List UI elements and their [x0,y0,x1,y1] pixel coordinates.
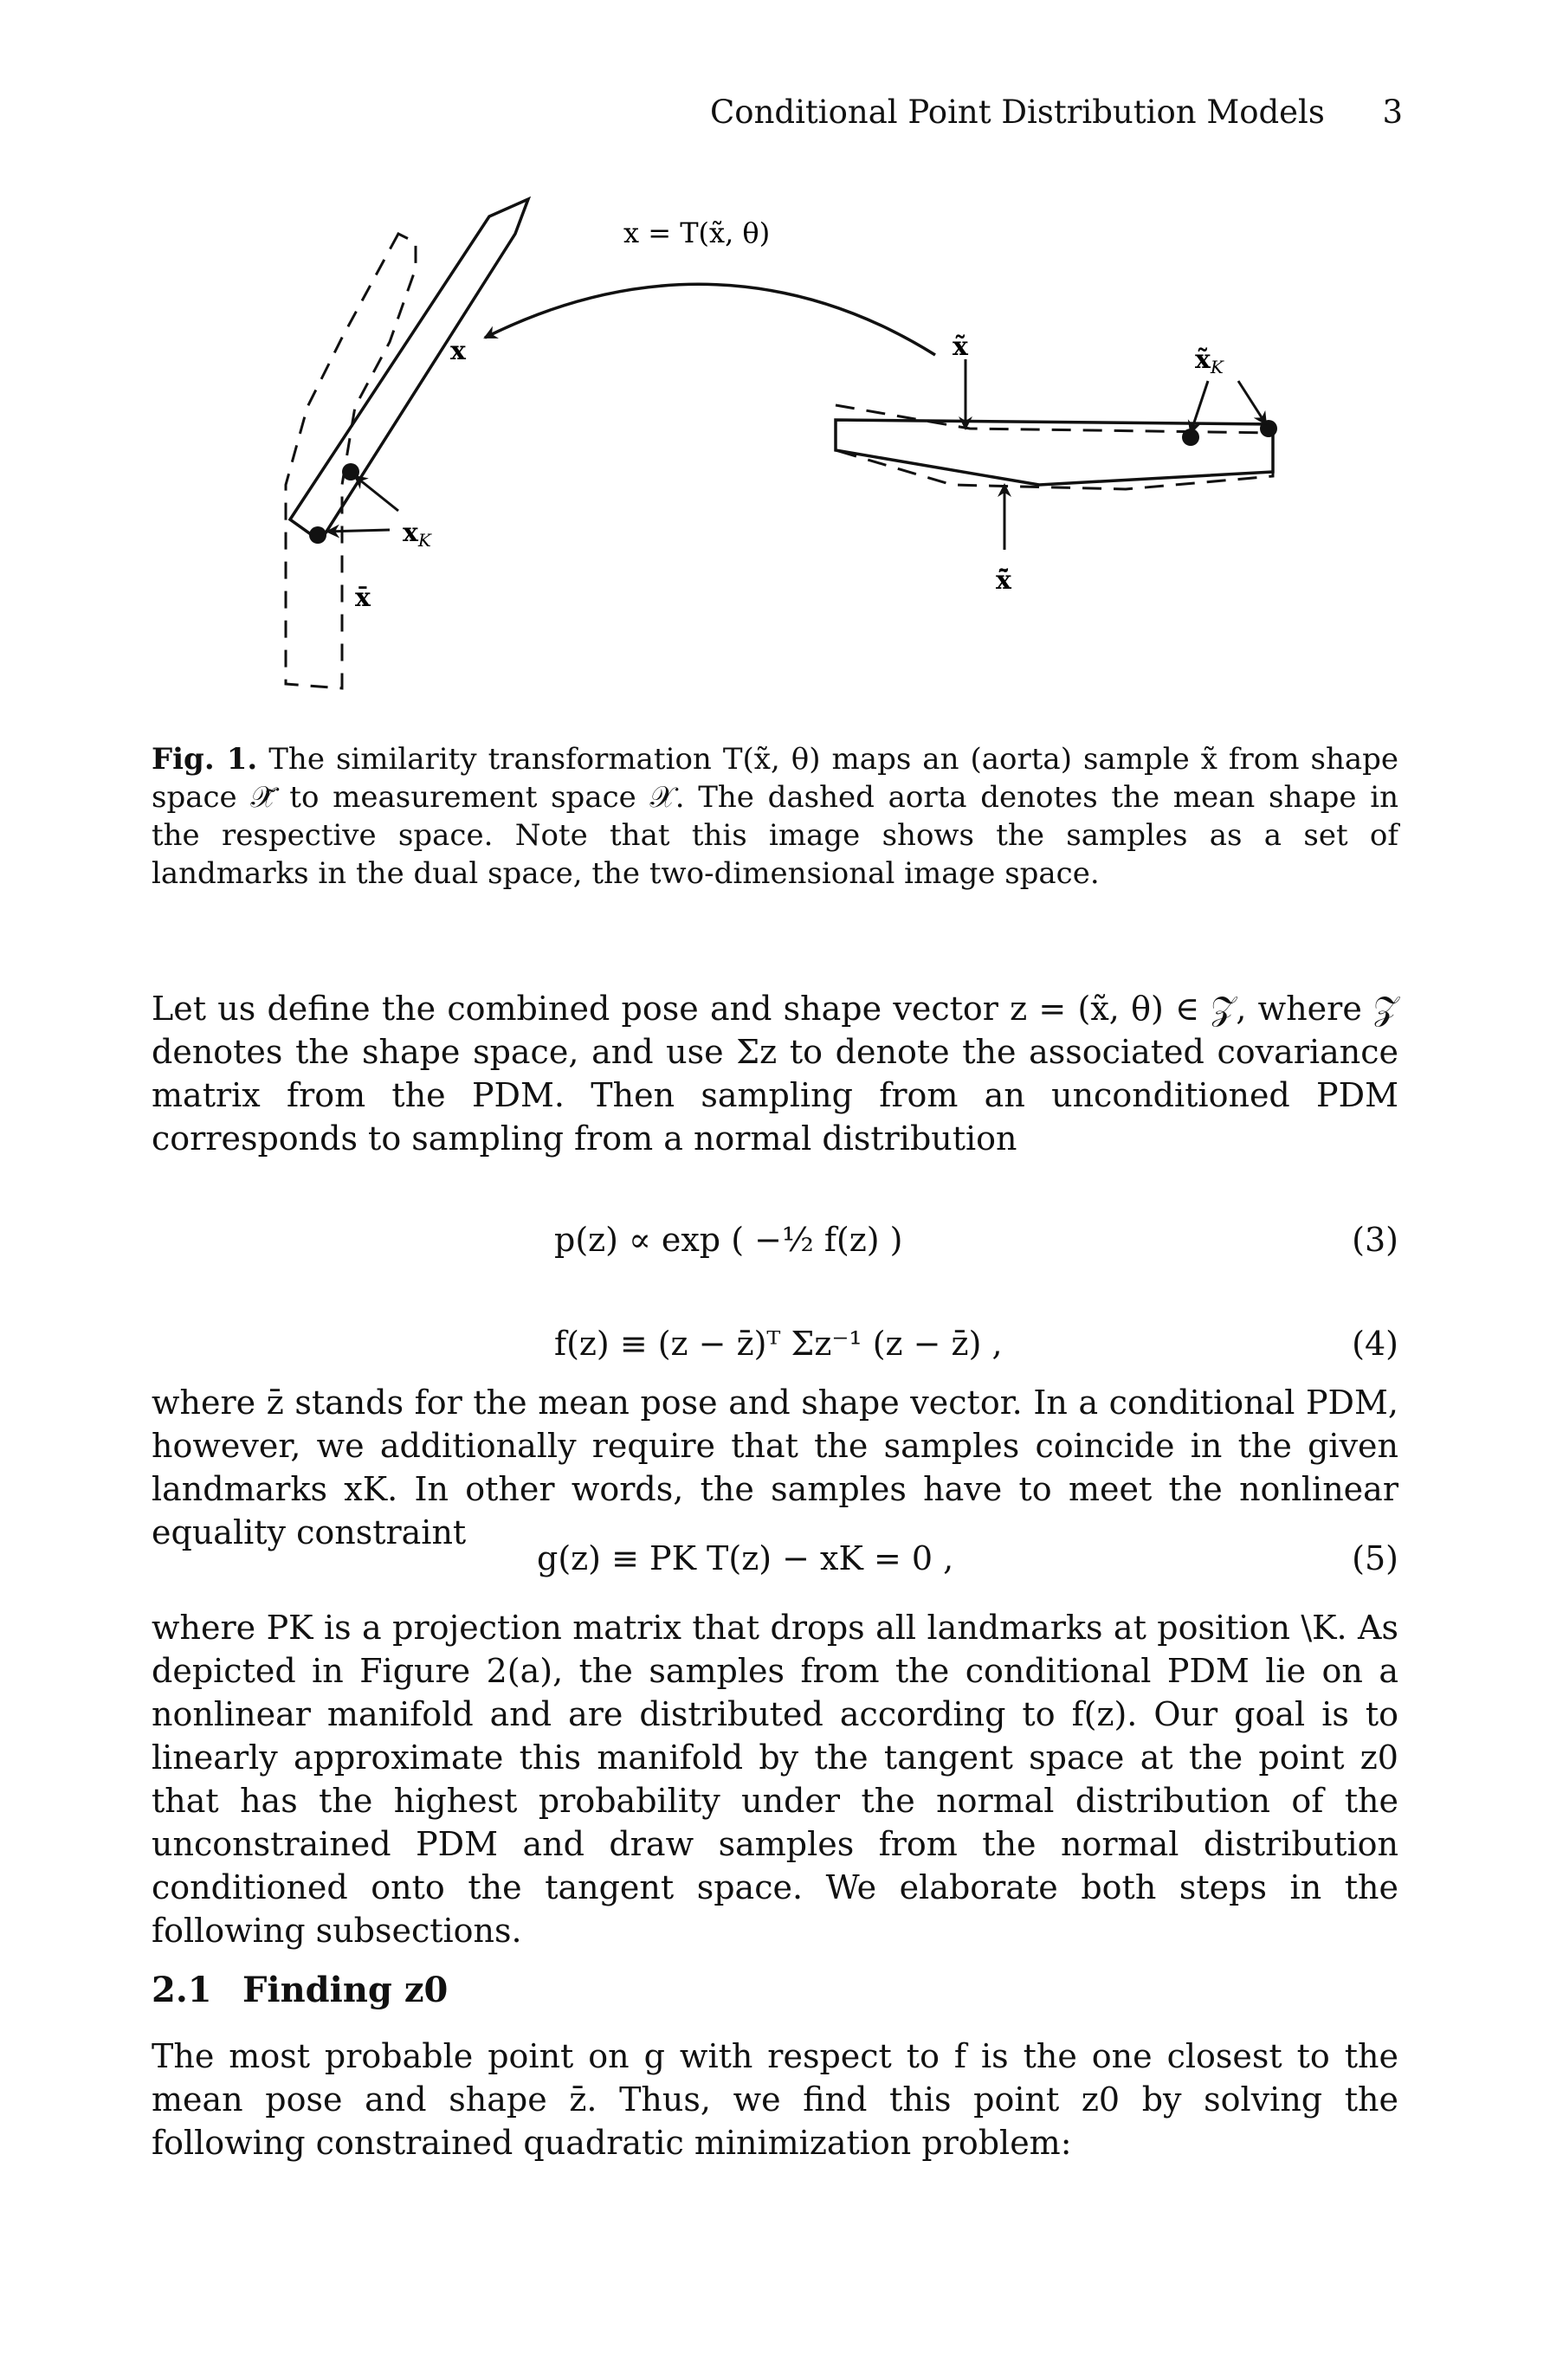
equation-4: f(z) ≡ (z − z̄)ᵀ Σz⁻¹ (z − z̄) , [554,1325,1003,1363]
equation-3: p(z) ∝ exp ( −½ f(z) ) [554,1221,903,1259]
paragraph-2: where z̄ stands for the mean pose and shape vector. In a conditional PDM, however, we additionally require that the samples coincide in the given landmarks xK. In other words, the samples have to meet the nonlinear equality constraint [152,1383,1398,1551]
figure-1 [0,0,1550,693]
label-xK: $x_K$ [403,518,431,551]
paragraph-3: where PK is a projection matrix that drops all landmarks at position \K. As depicted in Figure 2(a), the samples from the conditional PDM lie on a nonlinear manifold and are distributed according to f(z). Our goal is to linearly approximate this manifold by the tangent space at the point z0 that has the highest probability under the normal distribution of the unconstrained PDM and draw samples from the normal distribution conditioned onto the tangent space. We elaborate both steps in the following subsections. [152,1609,1398,1950]
label-xtildeK: $x̃_K$ [1195,345,1224,377]
page-number: 3 [1382,94,1403,131]
transform-arrow [485,284,935,355]
label-xtildebar: x̄̃ [996,565,1011,596]
left-mean-aorta-dashed [286,234,416,688]
landmark-right-2 [1260,420,1277,437]
section-heading [152,1970,448,2010]
equation-5-number: (5) [1352,1539,1398,1577]
equation-5: g(z) ≡ PK T(z) − xK = 0 , [537,1539,954,1577]
landmark-left-2 [309,526,326,544]
equation-4-number: (4) [1352,1325,1398,1363]
header-title: Conditional Point Distribution Models [710,94,1325,131]
paragraph-4: The most probable point on g with respect to f is the one closest to the mean pose and shape z̄. Thus, we find this point z0 by solving the following constrained quadratic minimization problem: [152,2037,1398,2162]
caption-label: Fig. 1. [152,742,258,777]
label-xtilde: x̃ [953,332,968,362]
label-transform: x = T(x̃, θ) [623,216,771,249]
label-x: x [450,336,466,366]
figure-caption [152,740,1398,893]
label-xbar: x̄ [355,583,371,613]
section-number: 2.1 [152,1970,212,2010]
equation-3-number: (3) [1352,1221,1398,1259]
section-title: Finding z0 [242,1970,449,2010]
caption-text: The similarity transformation T(x̃, θ) maps an (aorta) sample x̃ from shape space 𝒳̃ to measurement space 𝒳. The dashed aorta denotes the mean shape in the respective space. Note that this image shows the samples as a set of landmarks in the dual space, the two-dimensional image space. [152,742,1398,891]
paragraph-1: Let us define the combined pose and shape vector z = (x̃, θ) ∈ 𝒵, where 𝒵 denotes the shape space, and use Σz to denote the associated covariance matrix from the PDM. Then sampling from an unconditioned PDM corresponds to sampling from a normal distribution [152,990,1398,1158]
